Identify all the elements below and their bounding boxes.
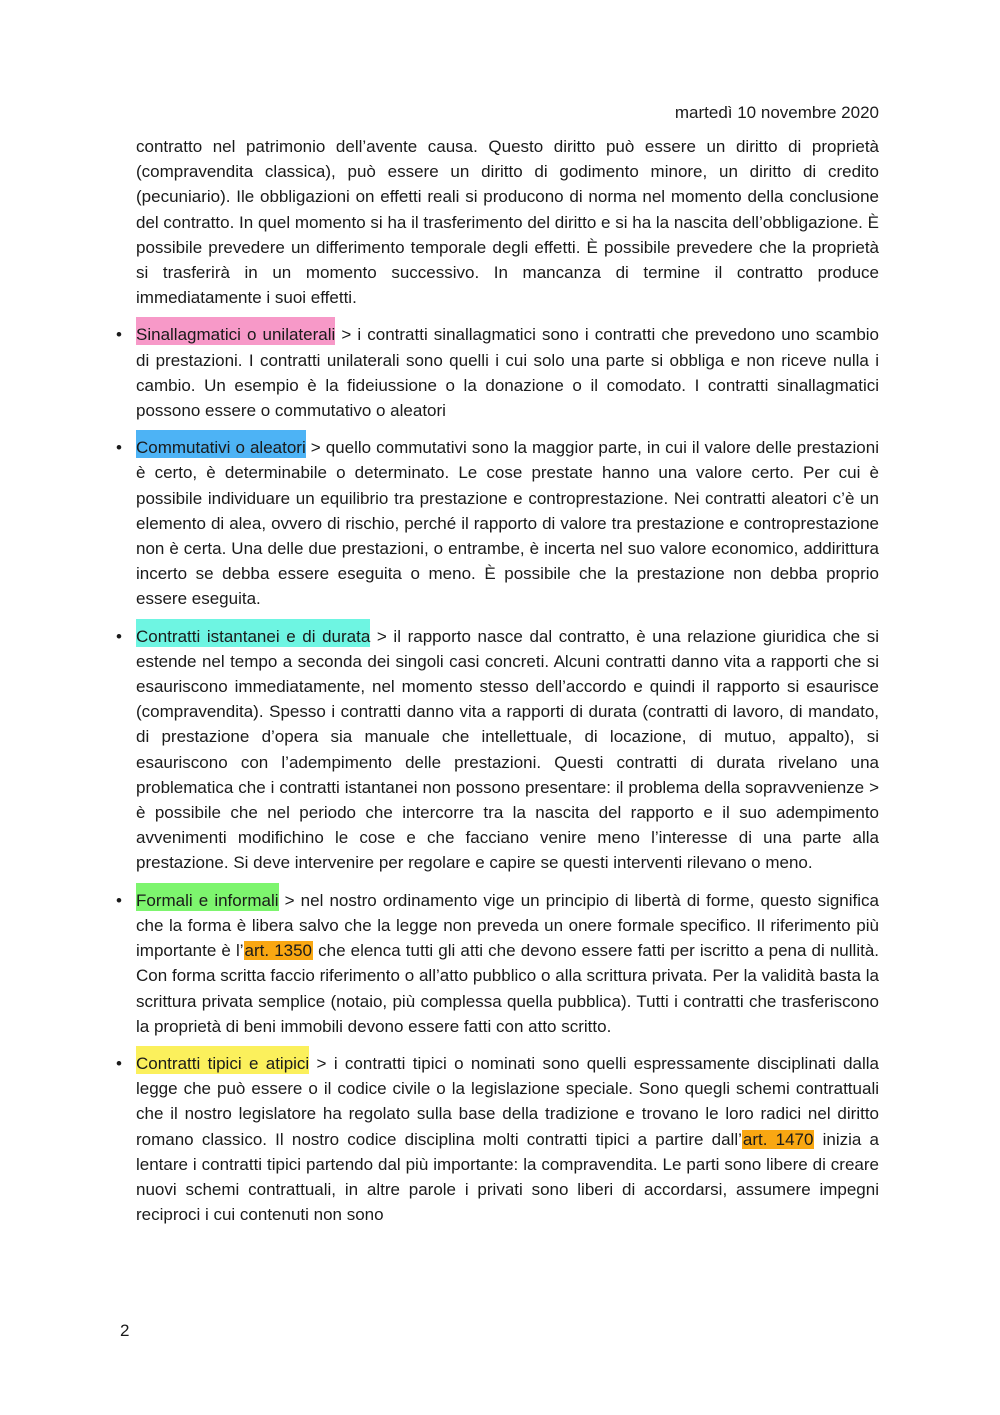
bullet-text: > i contratti sinallagmatici sono i contratti che prevedono uno scambio di prestazioni. I contratti unilaterali sono quelli i cui solo una parte si obbliga e non riceve nulla i cambio. Un esempio è la fideiussione o la donazione o il comodato. I contratti sinallagmatici possono essere o commutativo o aleatori — [136, 325, 880, 421]
bullet-text: > nel nostro ordinamento vige un principio di libertà di forme, questo significa che la forma è libera salvo che la legge non preveda un onere formale specifico. Il riferimento più importante è l’ — [136, 890, 879, 961]
bullet-text: inizia a lentare i contratti tipici partendo dal più importante: la compravendita. Le parti sono libere di creare nuovi schemi contrattuali, in altre parole i privati sono liberi di accordarsi, assumere impegni reciproci i cui contenuti non sono — [136, 1129, 879, 1225]
bullet-paragraph — [136, 624, 879, 876]
bullet-text: > i contratti tipici o nominati sono quelli espressamente disciplinati dalla legge che può essere o il codice civile o la legislazione speciale. Sono quegli schemi contrattuali che il nostro legislatore ha regolato sulla base della tradizione e trovano le loro radici nel diritto romano classico. Il nostro codice disciplina molti contratti tipici a partire dall’ — [136, 1053, 879, 1149]
page-number: 2 — [120, 1321, 130, 1340]
bullet-paragraph — [136, 435, 879, 611]
highlighted-term: Formali e informali — [136, 883, 279, 911]
bullet-paragraph — [136, 322, 879, 423]
bullet-tipici — [116, 1051, 879, 1227]
bullet-paragraph — [136, 888, 879, 1039]
bullet-paragraph — [136, 1051, 879, 1227]
bullet-dot: • — [116, 890, 122, 910]
bullet-text: > quello commutativi sono la maggior parte, in cui il valore delle prestazioni è certo, è determinabile o determinato. Le cose prestate hanno una valore certo. Per cui è possibile individuare un equilibrio tra prestazione e controprestazione. Nei contratti aleatori c’è un elemento di alea, ovvero di rischio, perché il rapporto di valore tra prestazione e controprestazione non è certa. Una delle due prestazioni, o entrambe, è incerta nel suo valore economico, addirittura incerto se debba essere eseguita o meno. È possibile che la prestazione non debba proprio essere eseguita. — [136, 438, 879, 609]
document-body — [116, 134, 880, 1227]
bullet-dot: • — [116, 626, 122, 646]
bullet-sinallagmatici — [116, 322, 880, 423]
bullet-dot: • — [116, 438, 122, 458]
bullet-text: > il rapporto nasce dal contratto, è una relazione giuridica che si estende nel tempo a seconda dei singoli casi concreti. Alcuni contratti danno vita a rapporti che si esauriscono immediatamente, nel momento stesso dell’accordo e quindi il rapporto si esaurisce (compravendita). Spesso i contratti danno vita a rapporti di durata (contratti di lavoro, di mandato, di prestazione d’opera sia manuale che intellettuale, di locazione, di mutuo, appalto), si esauriscono con l’adempimento delle prestazioni. Questi contratti di durata rivelano una problematica che i contratti istantanei non possono presentare: il problema della sopravvenienze > è possibile che nel periodo che intercorre tra la nascita del rapporto e il suo adempimento avvenimenti modifichino le cose e che facciano venire meno l’interesse di una parte alla prestazione. Si deve intervenire per regolare e capire se questi interventi rilevano o meno. — [136, 626, 880, 873]
bullet-dot: • — [116, 325, 122, 345]
bullet-istantanei — [116, 624, 880, 876]
intro-paragraph: contratto nel patrimonio dell’avente causa. Questo diritto può essere un diritto di proprietà (compravendita classica), può essere un diritto di godimento minore, un diritto di credito (pecuniario). Ile obbligazioni on effetti reali si producono di norma nel momento della conclusione del contratto. In quel momento si ha il trasferimento del diritto e si ha la nascita dell’obbligazione. È possibile prevedere un differimento temporale degli effetti. È possibile prevedere che la proprietà si trasferirà in un momento successivo. In mancanza di termine il contratto produce immediatamente i suoi effetti. — [136, 137, 879, 308]
bullet-commutativi — [116, 435, 879, 611]
article-reference: art. 1350 — [244, 941, 313, 961]
highlighted-term: Contratti istantanei e di durata — [136, 619, 370, 647]
bullet-dot: • — [116, 1053, 122, 1073]
article-reference: art. 1470 — [742, 1129, 814, 1149]
highlighted-term: Sinallagmatici o unilaterali — [136, 317, 335, 345]
header-date: martedì 10 novembre 2020 — [674, 103, 879, 122]
highlighted-term: Commutativi o aleatori — [136, 430, 306, 458]
bullet-formali — [116, 888, 879, 1039]
bullet-text: che elenca tutti gli atti che devono essere fatti per iscritto a pena di nullità. Con forma scritta faccio riferimento o all’atto pubblico o alla scrittura privata. Per la validità basta la scrittura privata semplice (notaio, più complessa quella pubblica). Tutti i contratti che trasferiscono la proprietà di beni immobili devono essere fatti con atto scritto. — [136, 941, 879, 1036]
highlighted-term: Contratti tipici e atipici — [136, 1046, 309, 1074]
